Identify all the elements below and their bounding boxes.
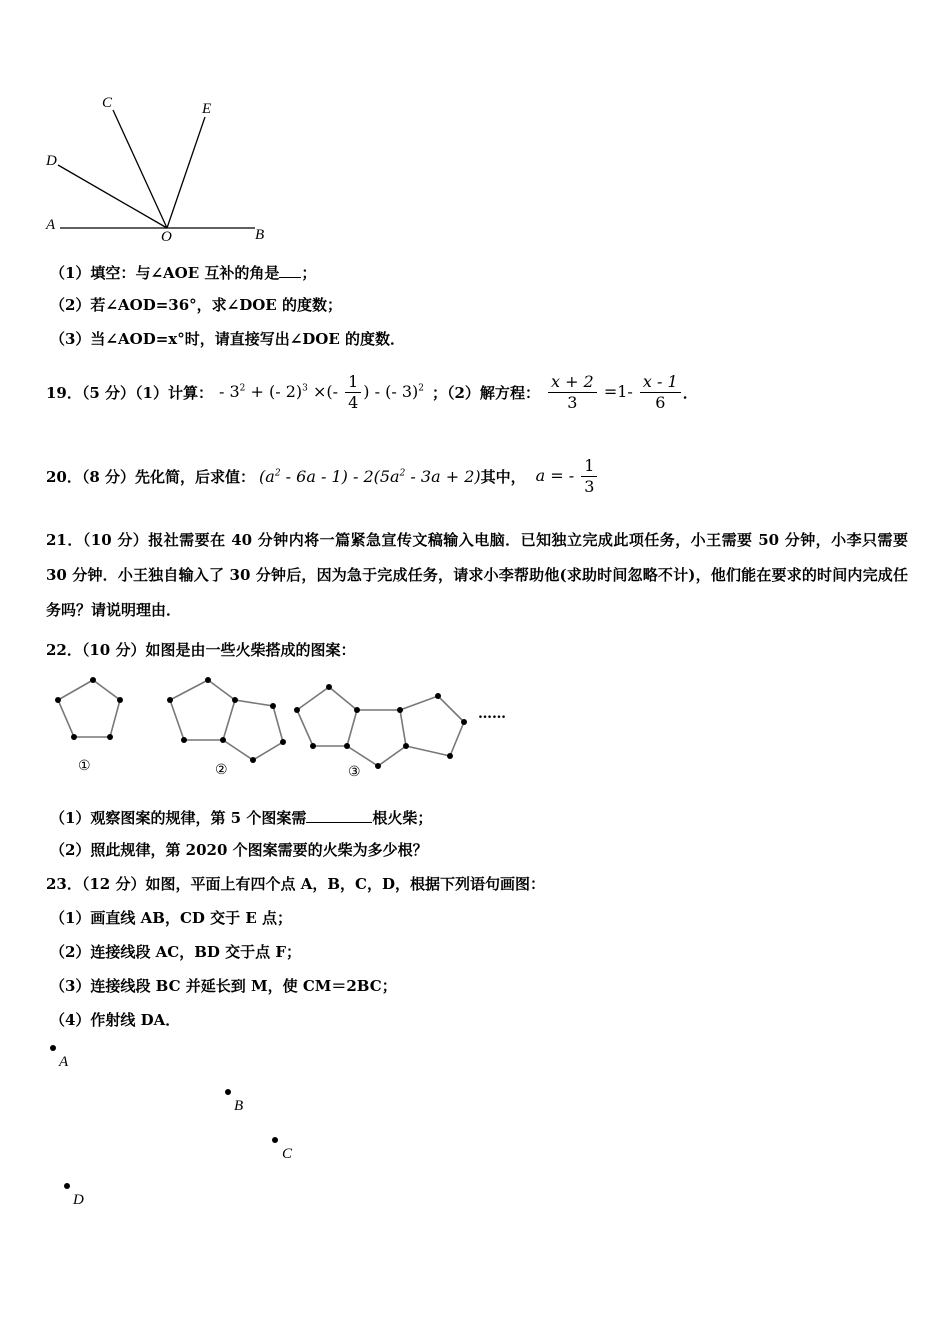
angle-figure <box>40 95 280 250</box>
pattern-3 <box>297 687 464 766</box>
q21-text: 21．（10 分）报社需要在 40 分钟内将一篇紧急宣传文稿输入电脑．已知独立完成此项任务，小王需要 50 分钟，小李只需要 30 分钟．小王独自输入了 30 分钟后，因为急于完成任务，请求小李帮助他(求助时间忽略不计)，他们能在要求的时间内完成任务吗？请说明理由． <box>46 531 908 619</box>
pattern-label-2: ② <box>215 762 228 778</box>
q19-end: ． <box>682 383 698 402</box>
pattern-2 <box>170 680 283 760</box>
q20-expr3: - 3a + 2) <box>405 466 481 486</box>
q19-frac2 <box>548 372 597 413</box>
q19-expr-d: ) - (- 3) <box>363 381 419 401</box>
label-a: A <box>46 217 56 233</box>
point-b-label: B <box>234 1098 244 1114</box>
ray-od <box>58 165 167 228</box>
q22-head: 22．（10 分）如图是由一些火柴搭成的图案： <box>46 641 356 659</box>
q20-expr1: (a <box>259 466 275 486</box>
q20-frac-num: 1 <box>581 456 597 477</box>
q22-sub2: （2）照此规律，第 2020 个图案需要的火柴为多少根？ <box>50 841 428 859</box>
q19-mid: =1- <box>598 381 638 401</box>
point-d-dot <box>64 1183 70 1189</box>
matchstick-svg <box>40 670 540 785</box>
q19-equation <box>546 372 683 413</box>
q20-expression <box>259 467 481 486</box>
label-b: B <box>255 227 265 243</box>
q22-sub1-text: （1）观察图案的规律，第 5 个图案需 <box>50 809 307 827</box>
q19-frac3-num: x - 1 <box>640 372 681 393</box>
pattern-label-3: ③ <box>348 764 361 780</box>
q19-expr-c: ×(- <box>307 381 344 401</box>
angle-figure-svg <box>40 95 280 250</box>
label-e: E <box>202 101 212 117</box>
point-a-label: A <box>59 1054 69 1070</box>
q20-avar: a = - <box>535 465 580 485</box>
q20-frac <box>581 456 597 497</box>
pattern-ellipsis: …… <box>478 706 506 722</box>
q18-answer-blank <box>279 261 301 278</box>
point-c-label: C <box>282 1146 293 1162</box>
q20-exp1: 2 <box>274 468 281 479</box>
q23-sub1: （1）画直线 AB，CD 交于 E 点； <box>50 909 293 927</box>
q19-frac1-num: 1 <box>345 372 361 393</box>
q19-expr-b: + (- 2) <box>245 381 303 401</box>
ray-oe <box>167 117 205 228</box>
point-b-dot <box>225 1089 231 1095</box>
q19-exp-a: 2 <box>239 383 246 394</box>
pattern-3-joints <box>294 684 467 769</box>
pattern-1-joints <box>55 677 123 740</box>
q19-frac2-num: x + 2 <box>548 372 597 393</box>
label-c: C <box>102 95 113 111</box>
q20-mid: 其中， <box>480 467 526 486</box>
q19-frac3-den: 6 <box>655 392 666 412</box>
q18-sub2: （2）若∠AOD=36°，求∠DOE 的度数； <box>50 296 342 314</box>
q20-frac-den: 3 <box>584 476 595 496</box>
q19-frac2-den: 3 <box>567 392 578 412</box>
q20-value <box>536 456 600 497</box>
q19-frac1 <box>345 372 361 413</box>
pattern-1 <box>58 680 120 737</box>
q19-exp-b: 3 <box>302 383 308 394</box>
label-o: O <box>161 229 172 245</box>
label-d: D <box>46 153 57 169</box>
q20 <box>46 448 599 504</box>
q19-calc-expression <box>219 372 424 413</box>
q19-head: 19．（5 分）（1）计算： <box>46 383 213 402</box>
q20-expr2: - 6a - 1) - 2(5a <box>280 466 400 486</box>
q18-sub1-end: ； <box>301 264 317 282</box>
pattern-label-1: ① <box>78 758 91 774</box>
q22-answer-blank <box>306 806 372 823</box>
ray-oc <box>113 110 167 228</box>
q23-sub4: （4）作射线 DA． <box>50 1011 181 1029</box>
point-a-dot <box>50 1045 56 1051</box>
q20-exp2: 2 <box>399 468 406 479</box>
q23-sub2: （2）连接线段 AC，BD 交于点 F； <box>50 943 302 961</box>
q19-frac3 <box>640 372 681 413</box>
q20-head: 20．（8 分）先化简，后求值： <box>46 467 256 486</box>
q18-sub1 <box>50 261 316 283</box>
q22-sub1-end: 根火柴； <box>372 809 433 827</box>
q19-exp-d: 2 <box>418 383 424 394</box>
q19-frac1-den: 4 <box>348 392 359 412</box>
q18-sub1-text: （1）填空：与∠AOE 互补的角是 <box>50 264 280 282</box>
point-d-label: D <box>73 1192 84 1208</box>
q19 <box>46 364 698 420</box>
q23-sub3: （3）连接线段 BC 并延长到 M，使 CM＝2BC； <box>50 977 397 995</box>
q23-head: 23．（12 分）如图，平面上有四个点 A，B，C，D，根据下列语句画图： <box>46 875 545 893</box>
point-c-dot <box>272 1137 278 1143</box>
q18-sub3: （3）当∠AOD=x°时，请直接写出∠DOE 的度数． <box>50 330 406 348</box>
matchstick-figure <box>40 670 540 785</box>
q19-expr-a: - 3 <box>218 381 240 401</box>
q22-sub1 <box>50 806 432 828</box>
q19-sep: ；（2）解方程： <box>432 383 540 402</box>
